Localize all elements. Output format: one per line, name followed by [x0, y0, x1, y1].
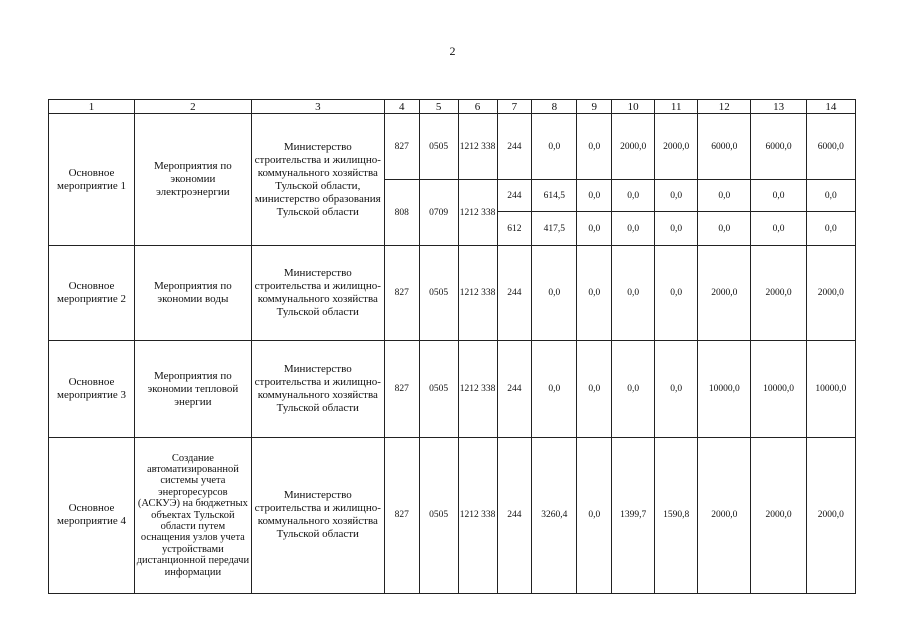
column-header: 3: [251, 100, 384, 114]
column-header: 2: [135, 100, 252, 114]
column-header: 12: [698, 100, 751, 114]
table-header-row: [49, 100, 856, 114]
column-header: 13: [751, 100, 806, 114]
column-header: 1: [49, 100, 135, 114]
column-header: 8: [532, 100, 577, 114]
cell-value: 614,5: [532, 180, 577, 212]
activity-description: Мероприятия по экономии тепловой энергии: [135, 341, 252, 437]
cell-value: 0,0: [532, 246, 577, 341]
activity-name: Основное мероприятие 4: [49, 437, 135, 593]
cell-value: 0,0: [698, 180, 751, 212]
cell-value: 0,0: [577, 212, 612, 246]
responsible-executor: Министерство строительства и жилищно-коммунального хозяйства Тульской области: [251, 246, 384, 341]
cell-value: 0,0: [577, 180, 612, 212]
cell-value: 0,0: [577, 437, 612, 593]
cell-value: 0,0: [655, 246, 698, 341]
cell-value: 10000,0: [806, 341, 855, 437]
responsible-executor: Министерство строительства и жилищно-коммунального хозяйства Тульской области: [251, 341, 384, 437]
cell-value: 0,0: [612, 246, 655, 341]
cell-value: 827: [384, 341, 419, 437]
cell-value: 2000,0: [698, 437, 751, 593]
cell-value: 2000,0: [655, 114, 698, 180]
column-header: 10: [612, 100, 655, 114]
cell-value: 2000,0: [751, 246, 806, 341]
cell-value: 0,0: [806, 180, 855, 212]
cell-value: 244: [497, 341, 532, 437]
cell-value: 2000,0: [612, 114, 655, 180]
cell-value: 0,0: [655, 180, 698, 212]
cell-value: 6000,0: [751, 114, 806, 180]
cell-value: 10000,0: [751, 341, 806, 437]
cell-value: 2000,0: [698, 246, 751, 341]
cell-value: 6000,0: [698, 114, 751, 180]
activity-description: Мероприятия по экономии электроэнергии: [135, 114, 252, 246]
activity-description: Мероприятия по экономии воды: [135, 246, 252, 341]
cell-value: 1590,8: [655, 437, 698, 593]
page-number: 2: [449, 44, 456, 58]
cell-value: 2000,0: [806, 437, 855, 593]
table-row: [49, 246, 856, 341]
activity-name: Основное мероприятие 3: [49, 341, 135, 437]
cell-value: 244: [497, 180, 532, 212]
table-row: [49, 341, 856, 437]
responsible-executor: Министерство строительства и жилищно-коммунального хозяйства Тульской области: [251, 437, 384, 593]
cell-value: 3260,4: [532, 437, 577, 593]
activity-name: Основное мероприятие 1: [49, 114, 135, 246]
column-header: 6: [458, 100, 497, 114]
cell-value: 1399,7: [612, 437, 655, 593]
cell-value: 0,0: [532, 114, 577, 180]
cell-value: 244: [497, 114, 532, 180]
cell-value: 0,0: [751, 180, 806, 212]
cell-value: 1212 338: [458, 114, 497, 180]
cell-value: 10000,0: [698, 341, 751, 437]
activity-name: Основное мероприятие 2: [49, 246, 135, 341]
cell-value: 417,5: [532, 212, 577, 246]
column-header: 5: [419, 100, 458, 114]
cell-value: 244: [497, 437, 532, 593]
cell-value: 0,0: [577, 341, 612, 437]
cell-value: 0,0: [612, 212, 655, 246]
cell-value: 0505: [419, 246, 458, 341]
budget-table: [48, 99, 856, 594]
cell-value: 0,0: [698, 212, 751, 246]
cell-value: 1212 338: [458, 341, 497, 437]
cell-value: 0,0: [577, 246, 612, 341]
cell-value: 1212 338: [458, 180, 497, 246]
cell-value: 0,0: [577, 114, 612, 180]
cell-value: 827: [384, 246, 419, 341]
cell-value: 1212 338: [458, 246, 497, 341]
table-row: [49, 437, 856, 593]
column-header: 4: [384, 100, 419, 114]
activity-description: Создание автоматизированной системы учета энергоресурсов (АСКУЭ) на бюджетных объектах Тульской области путем оснащения узлов учета устройствами дистанционной передачи информации: [135, 437, 252, 593]
cell-value: 0505: [419, 437, 458, 593]
responsible-executor: Министерство строительства и жилищно-коммунального хозяйства Тульской области, министерство образования Тульской области: [251, 114, 384, 246]
cell-value: 0,0: [612, 180, 655, 212]
cell-value: 0,0: [806, 212, 855, 246]
cell-value: 2000,0: [751, 437, 806, 593]
cell-value: 6000,0: [806, 114, 855, 180]
cell-value: 0,0: [655, 341, 698, 437]
table-row: [49, 114, 856, 180]
cell-value: 244: [497, 246, 532, 341]
cell-value: 827: [384, 114, 419, 180]
column-header: 7: [497, 100, 532, 114]
column-header: 9: [577, 100, 612, 114]
cell-value: 0,0: [655, 212, 698, 246]
column-header: 11: [655, 100, 698, 114]
cell-value: 0505: [419, 341, 458, 437]
cell-value: 827: [384, 437, 419, 593]
cell-value: 1212 338: [458, 437, 497, 593]
cell-value: 0,0: [532, 341, 577, 437]
cell-value: 2000,0: [806, 246, 855, 341]
cell-value: 808: [384, 180, 419, 246]
cell-value: 0,0: [751, 212, 806, 246]
cell-value: 0,0: [612, 341, 655, 437]
cell-value: 612: [497, 212, 532, 246]
column-header: 14: [806, 100, 855, 114]
cell-value: 0709: [419, 180, 458, 246]
cell-value: 0505: [419, 114, 458, 180]
